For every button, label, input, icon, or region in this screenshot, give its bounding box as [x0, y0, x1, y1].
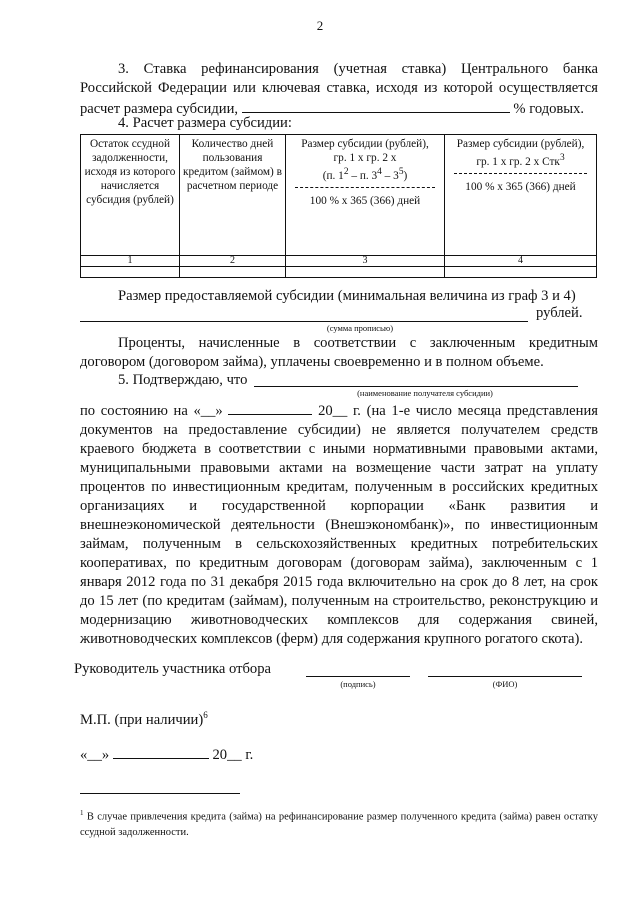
- col3-paren: [289, 165, 441, 183]
- amount-words-caption: (сумма прописью): [326, 323, 394, 333]
- col4-formula-line: [448, 151, 593, 169]
- col3-top: Размер субсидии (рублей),: [301, 138, 429, 150]
- full-name-line: [428, 676, 582, 677]
- stamp-footnote-mark: 6: [203, 710, 208, 720]
- footnote-separator: [80, 793, 240, 794]
- col1-header: Остаток ссудной задолженности, исходя из которого начисляется субсидия (рублей): [81, 135, 180, 256]
- footnote-text: В случае привлечения кредита (займа) на рефинансирование размер полученного кредита (займа) равен остатку ссудной задолженности.: [80, 811, 599, 838]
- col3-sup-b: 4: [377, 167, 382, 177]
- table-cell: [81, 267, 180, 278]
- col4-formula: гр. 1 х гр. 2 х Стк: [476, 155, 560, 168]
- col3-bottom: 100 % х 365 (366) дней: [309, 194, 421, 207]
- footnote-mark: 1: [80, 809, 84, 817]
- rate-blank: [242, 98, 510, 113]
- signature-line: [306, 676, 410, 677]
- interest-paragraph: Проценты, начисленные в соответствии с заключенным кредитным договором (договором займа), уплачены своевременно и в полном объеме.: [80, 335, 598, 370]
- paragraph-5-lead: 5. Подтверждаю, что: [118, 372, 248, 388]
- col-number: 3: [286, 256, 445, 267]
- full-name-caption: (ФИО): [492, 679, 518, 689]
- table-number-row: [81, 256, 597, 267]
- date-line-year: 20__ г.: [212, 747, 254, 763]
- col2-header: Количество дней пользования кредитом (займом) в расчетном периоде: [180, 135, 286, 256]
- col3-sup-a: 2: [343, 167, 349, 177]
- col-number: 1: [81, 256, 180, 267]
- col3-paren-b: – п. 3: [348, 169, 378, 182]
- paragraph-5-body: [80, 400, 598, 649]
- col3-fraction-line: [295, 187, 435, 188]
- date-year: 20__: [318, 403, 348, 419]
- col3-header: [286, 135, 445, 256]
- date-line: [80, 744, 253, 764]
- date-line-prefix: «__»: [80, 747, 110, 763]
- col-number: 4: [445, 256, 597, 267]
- col3-paren-d: ): [403, 169, 408, 182]
- col4-top: Размер субсидии (рублей),: [456, 138, 585, 150]
- page-number: 2: [316, 18, 324, 33]
- recipient-name-caption: (наименование получателя субсидии): [357, 388, 493, 398]
- col-number: 2: [180, 256, 286, 267]
- col3-paren-c: – 3: [381, 169, 399, 182]
- col3-paren-a: (п. 1: [322, 169, 344, 182]
- col4-header: [445, 135, 597, 256]
- signature-label: Руководитель участника отбора: [74, 661, 271, 677]
- col4-bottom: 100 % х 365 (366) дней: [465, 180, 576, 193]
- amount-suffix: рублей.: [536, 305, 583, 321]
- subsidy-size-text: Размер предоставляемой субсидии (минимальная величина из граф 3 и 4): [118, 288, 576, 304]
- stamp-label: [80, 710, 208, 729]
- table-empty-row: [81, 267, 597, 278]
- table-cell: [445, 267, 597, 278]
- date-line-blank: [113, 744, 209, 759]
- recipient-name-line: [254, 386, 578, 387]
- footnote: [80, 806, 598, 840]
- stamp-text: М.П. (при наличии): [80, 711, 204, 728]
- table-header-row: [81, 135, 597, 256]
- col3-formula: гр. 1 х гр. 2 х: [333, 152, 397, 164]
- col4-sup: 3: [559, 153, 565, 163]
- col4-fraction-line: [454, 173, 587, 174]
- col3-sup-c: 5: [398, 167, 404, 177]
- paragraph-4-title: 4. Расчет размера субсидии:: [118, 115, 292, 131]
- paragraph-5-text: г. (на 1-е число месяца представления документов на предоставление субсидии) не является получателем средств краевого бюджета в соответствии с иными нормативными правовыми актами, муниципальными правовыми актами на возмещение части затрат на уплату процентов по инвестиционным кредитам, полученным в российских кредитных организациях и государственной корпорации «Банк развития и внешнеэкономической деятельности (Внешэкономбанк)», по инвестиционным займам, полученным в сельскохозяйственных кредитных потребительских кооперативах, по кредитным договорам (договорам займа), заключенным с 1 января 2012 года по 31 декабря 2015 года включительно на срок до 8 лет, на срок до 15 лет (по кредитам (займам), полученным на строительство, реконструкцию и модернизацию животноводческих комплексов для содержания свиней, животноводческих комплексов (ферм) для содержания крупного рогатого скота).: [80, 403, 598, 647]
- subsidy-table: [80, 134, 597, 278]
- table-cell: [180, 267, 286, 278]
- signature-caption: (подпись): [340, 679, 376, 689]
- table-cell: [286, 267, 445, 278]
- amount-words-line: [80, 321, 528, 322]
- paragraph-3-suffix: % годовых.: [513, 101, 585, 117]
- paragraph-3-text: 3. Ставка рефинансирования (учетная ставка) Центрального банка Российской Федерации или ключевая ставка, исходя из которой осуществляется расчет размера субсидии,: [80, 61, 598, 117]
- paragraph-3: [80, 60, 598, 119]
- date-month-blank: [228, 400, 312, 415]
- date-prefix: по состоянию на «__»: [80, 403, 223, 419]
